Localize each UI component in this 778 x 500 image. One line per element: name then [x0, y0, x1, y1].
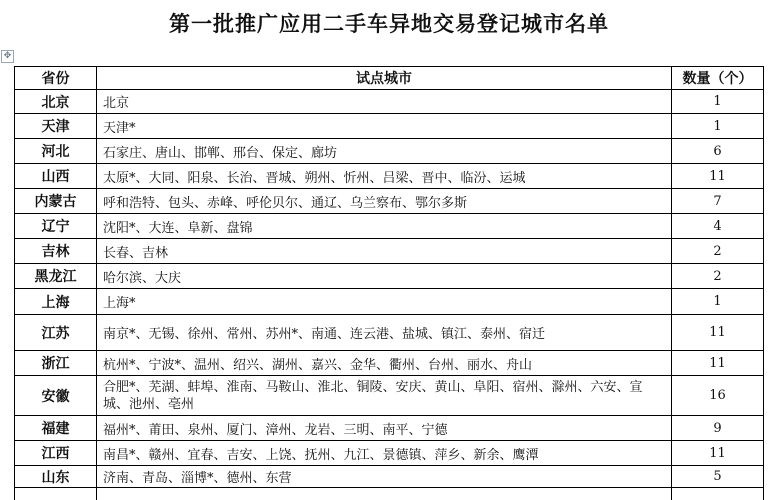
- count-cell: 11: [672, 351, 764, 376]
- table-move-handle-icon[interactable]: ✥: [1, 50, 14, 63]
- count-cell: 6: [672, 139, 764, 164]
- province-cell: 江苏: [15, 315, 97, 351]
- province-cell: 福建: [15, 416, 97, 441]
- table-row: [15, 239, 764, 264]
- province-cell: 山东: [15, 466, 97, 488]
- table-row-cut-off: [15, 488, 764, 500]
- cities-cell: 天津*: [97, 114, 672, 139]
- cities-cell: 南京*、无锡、徐州、常州、苏州*、南通、连云港、盐城、镇江、泰州、宿迁: [97, 315, 672, 351]
- city-list-table: [14, 66, 764, 500]
- table-row: [15, 189, 764, 214]
- table-row: [15, 264, 764, 289]
- count-cell: 4: [672, 214, 764, 239]
- province-cell: 内蒙古: [15, 189, 97, 214]
- count-cell: 11: [672, 315, 764, 351]
- table-row: [15, 139, 764, 164]
- province-cell: 河北: [15, 139, 97, 164]
- cut-off-cell: [15, 488, 97, 500]
- table-row: [15, 90, 764, 114]
- table-row: [15, 376, 764, 416]
- header-count: 数量（个）: [672, 67, 764, 90]
- count-cell: 11: [672, 164, 764, 189]
- table-row: [15, 466, 764, 488]
- cities-cell: 呼和浩特、包头、赤峰、呼伦贝尔、通辽、乌兰察布、鄂尔多斯: [97, 189, 672, 214]
- province-cell: 吉林: [15, 239, 97, 264]
- province-cell: 浙江: [15, 351, 97, 376]
- cities-cell: 北京: [97, 90, 672, 114]
- table-row: [15, 114, 764, 139]
- count-cell: 2: [672, 239, 764, 264]
- table-row: [15, 289, 764, 315]
- cities-cell: 合肥*、芜湖、蚌埠、淮南、马鞍山、淮北、铜陵、安庆、黄山、阜阳、宿州、滁州、六安、宣城、池州、亳州: [97, 376, 672, 416]
- cities-cell: 哈尔滨、大庆: [97, 264, 672, 289]
- table-row: [15, 214, 764, 239]
- table-header-row: [15, 67, 764, 90]
- province-cell: 上海: [15, 289, 97, 315]
- count-cell: 7: [672, 189, 764, 214]
- cities-cell: 长春、吉林: [97, 239, 672, 264]
- province-cell: 安徽: [15, 376, 97, 416]
- province-cell: 天津: [15, 114, 97, 139]
- cities-cell: 杭州*、宁波*、温州、绍兴、湖州、嘉兴、金华、衢州、台州、丽水、舟山: [97, 351, 672, 376]
- province-cell: 北京: [15, 90, 97, 114]
- cities-cell: 太原*、大同、阳泉、长治、晋城、朔州、忻州、吕梁、晋中、临汾、运城: [97, 164, 672, 189]
- cities-cell: 石家庄、唐山、邯郸、邢台、保定、廊坊: [97, 139, 672, 164]
- province-cell: 黑龙江: [15, 264, 97, 289]
- document-title: 第一批推广应用二手车异地交易登记城市名单: [0, 8, 778, 38]
- header-cities: 试点城市: [97, 67, 672, 90]
- cities-cell: 济南、青岛、淄博*、德州、东营: [97, 466, 672, 488]
- count-cell: 5: [672, 466, 764, 488]
- count-cell: 1: [672, 90, 764, 114]
- header-province: 省份: [15, 67, 97, 90]
- table-row: [15, 351, 764, 376]
- cities-cell: 福州*、莆田、泉州、厦门、漳州、龙岩、三明、南平、宁德: [97, 416, 672, 441]
- table-row: [15, 315, 764, 351]
- cut-off-cell: [672, 488, 764, 500]
- table-row: [15, 164, 764, 189]
- cities-cell: 南昌*、赣州、宜春、吉安、上饶、抚州、九江、景德镇、萍乡、新余、鹰潭: [97, 441, 672, 466]
- table-row: [15, 416, 764, 441]
- province-cell: 江西: [15, 441, 97, 466]
- count-cell: 2: [672, 264, 764, 289]
- cities-cell: 上海*: [97, 289, 672, 315]
- count-cell: 16: [672, 376, 764, 416]
- count-cell: 1: [672, 114, 764, 139]
- cities-cell: 沈阳*、大连、阜新、盘锦: [97, 214, 672, 239]
- count-cell: 1: [672, 289, 764, 315]
- count-cell: 11: [672, 441, 764, 466]
- count-cell: 9: [672, 416, 764, 441]
- province-cell: 山西: [15, 164, 97, 189]
- cut-off-cell: [97, 488, 672, 500]
- province-cell: 辽宁: [15, 214, 97, 239]
- table-row: [15, 441, 764, 466]
